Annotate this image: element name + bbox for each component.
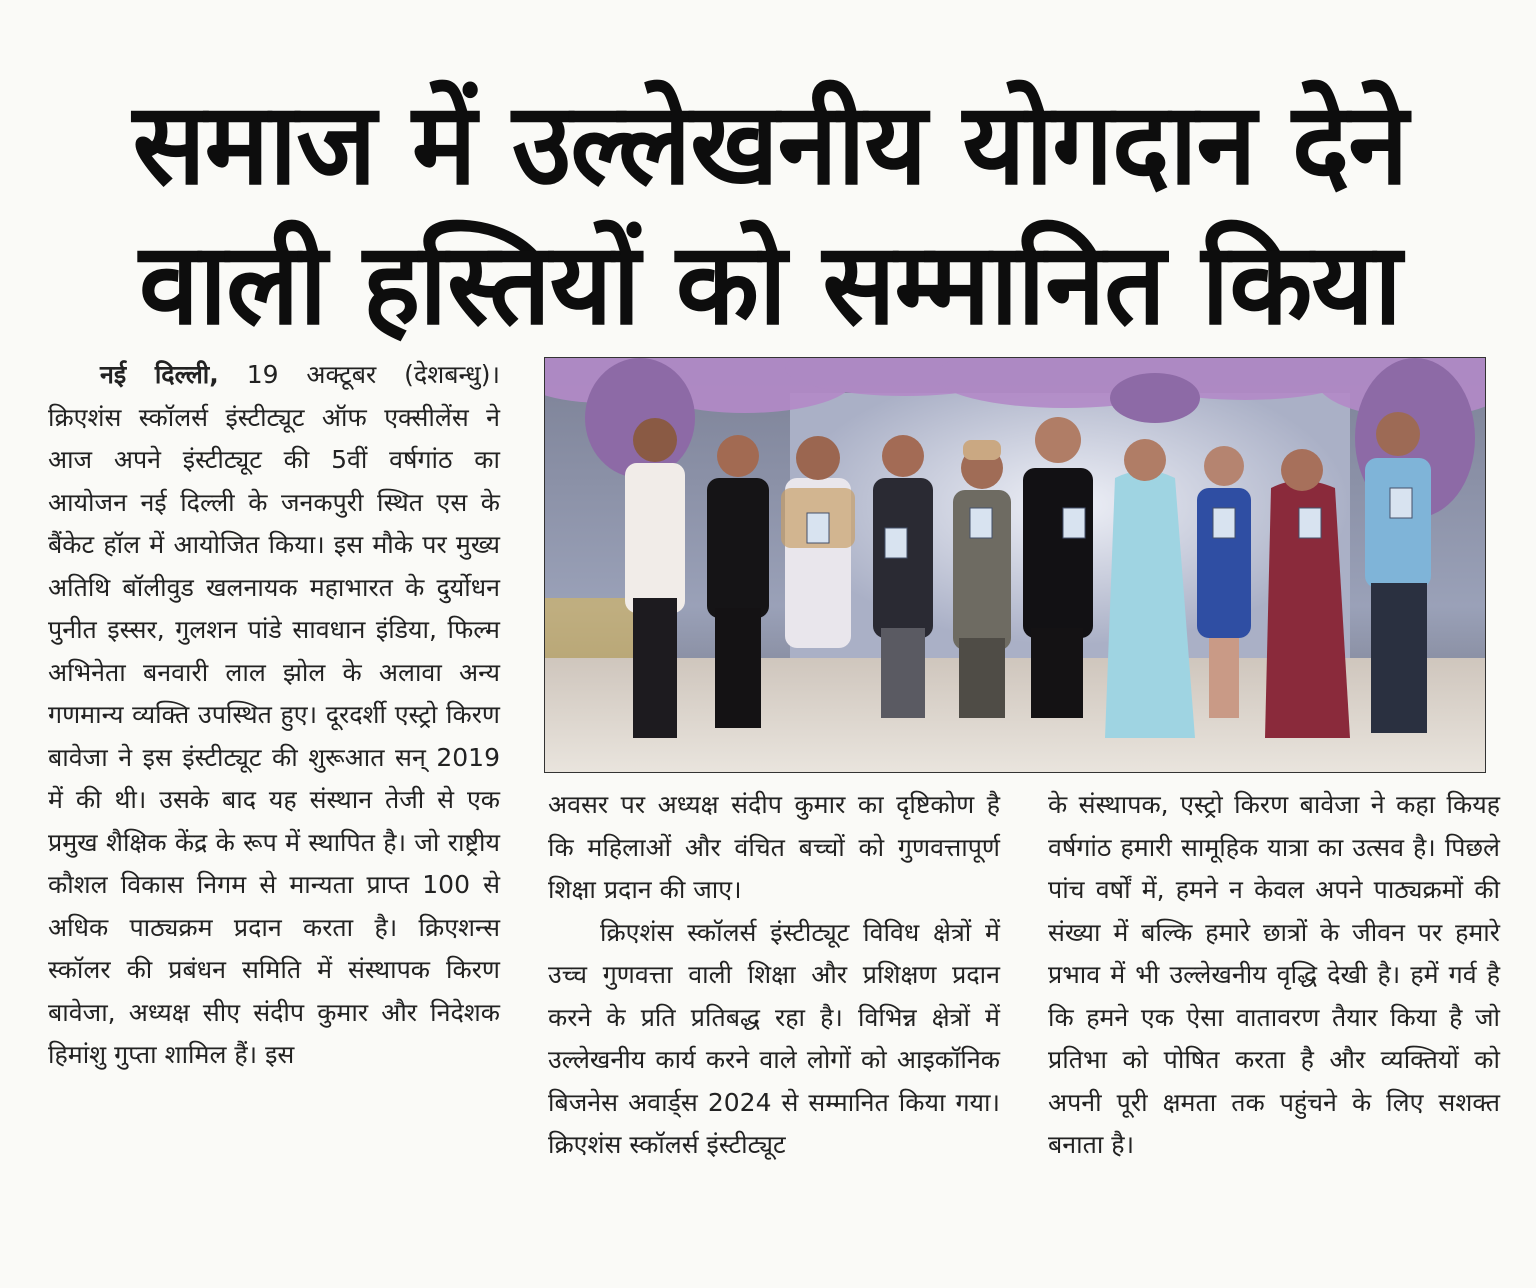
headline	[40, 75, 1500, 355]
article-text-col2-p2: क्रिएशंस स्कॉलर्स इंस्टीट्यूट विविध क्षेत्रों में उच्च गुणवत्ता वाली शिक्षा और प्रशिक्षण प्रदान करने के प्रति प्रतिबद्ध रहा है। विभिन्न क्षेत्रों में उल्लेखनीय कार्य करने वाले लोगों को आइकॉनिक बिजनेस अवार्ड्स 2024 से सम्मानित किया गया। क्रिएशंस स्कॉलर्स इंस्टीट्यूट	[548, 917, 1000, 1159]
article-column-1	[48, 354, 500, 1077]
headline-line-2: वाली हस्तियों को सम्मानित किया	[139, 218, 1401, 351]
article-column-2	[548, 784, 1000, 1167]
headline-line-1: समाज में उल्लेखनीय योगदान देने	[132, 78, 1408, 211]
article-text-col1: 19 अक्टूबर (देशबन्धु)। क्रिएशंस स्कॉलर्स इंस्टीट्यूट ऑफ एक्सीलेंस ने आज अपने इंस्टीट्यूट की 5वीं वर्षगांठ का आयोजन नई दिल्ली के जनकपुरी स्थित एस के बैंकेट हॉल में आयोजित किया। इस मौके पर मुख्य अतिथि बॉलीवुड खलनायक महाभारत के दुर्योधन पुनीत इस्सर, गुलशन पांडे सावधान इंडिया, फिल्म अभिनेता बनवारी लाल झोल के अलावा अन्य गणमान्य व्यक्ति उपस्थित हुए। दूरदर्शी एस्ट्रो किरण बावेजा ने इस इंस्टीट्यूट की शुरूआत सन् 2019 में की थी। उसके बाद यह संस्थान तेजी से एक प्रमुख शैक्षिक केंद्र के रूप में स्थापित है। जो राष्ट्रीय कौशल विकास निगम से मान्यता प्राप्त 100 से अधिक पाठ्यक्रम प्रदान करता है। क्रिएशन्स स्कॉलर की प्रबंधन समिति में संस्थापक किरण बावेजा, अध्यक्ष सीए संदीप कुमार और निदेशक हिमांशु गुप्ता शामिल हैं। इस	[48, 360, 500, 1069]
event-photo	[544, 357, 1486, 773]
article-column-3	[1048, 784, 1500, 1167]
dateline: नई दिल्ली,	[100, 360, 219, 389]
article-text-col2-p1: अवसर पर अध्यक्ष संदीप कुमार का दृष्टिकोण है कि महिलाओं और वंचित बच्चों को गुणवत्तापूर्ण शिक्षा प्रदान की जाए।	[548, 790, 1000, 904]
article-text-col3: के संस्थापक, एस्ट्रो किरण बावेजा ने कहा कियह वर्षगांठ हमारी सामूहिक यात्रा का उत्सव है। पिछले पांच वर्षों में, हमने न केवल अपने पाठ्यक्रमों की संख्या में बल्कि हमारे छात्रों के जीवन पर हमारे प्रभाव में भी उल्लेखनीय वृद्धि देखी है। हमें गर्व है कि हमने एक ऐसा वातावरण तैयार किया है जो प्रतिभा को पोषित करता है और व्यक्तियों को अपनी पूरी क्षमता तक पहुंचने के लिए सशक्त बनाता है।	[1048, 790, 1500, 1159]
group-photo-image	[545, 358, 1485, 772]
